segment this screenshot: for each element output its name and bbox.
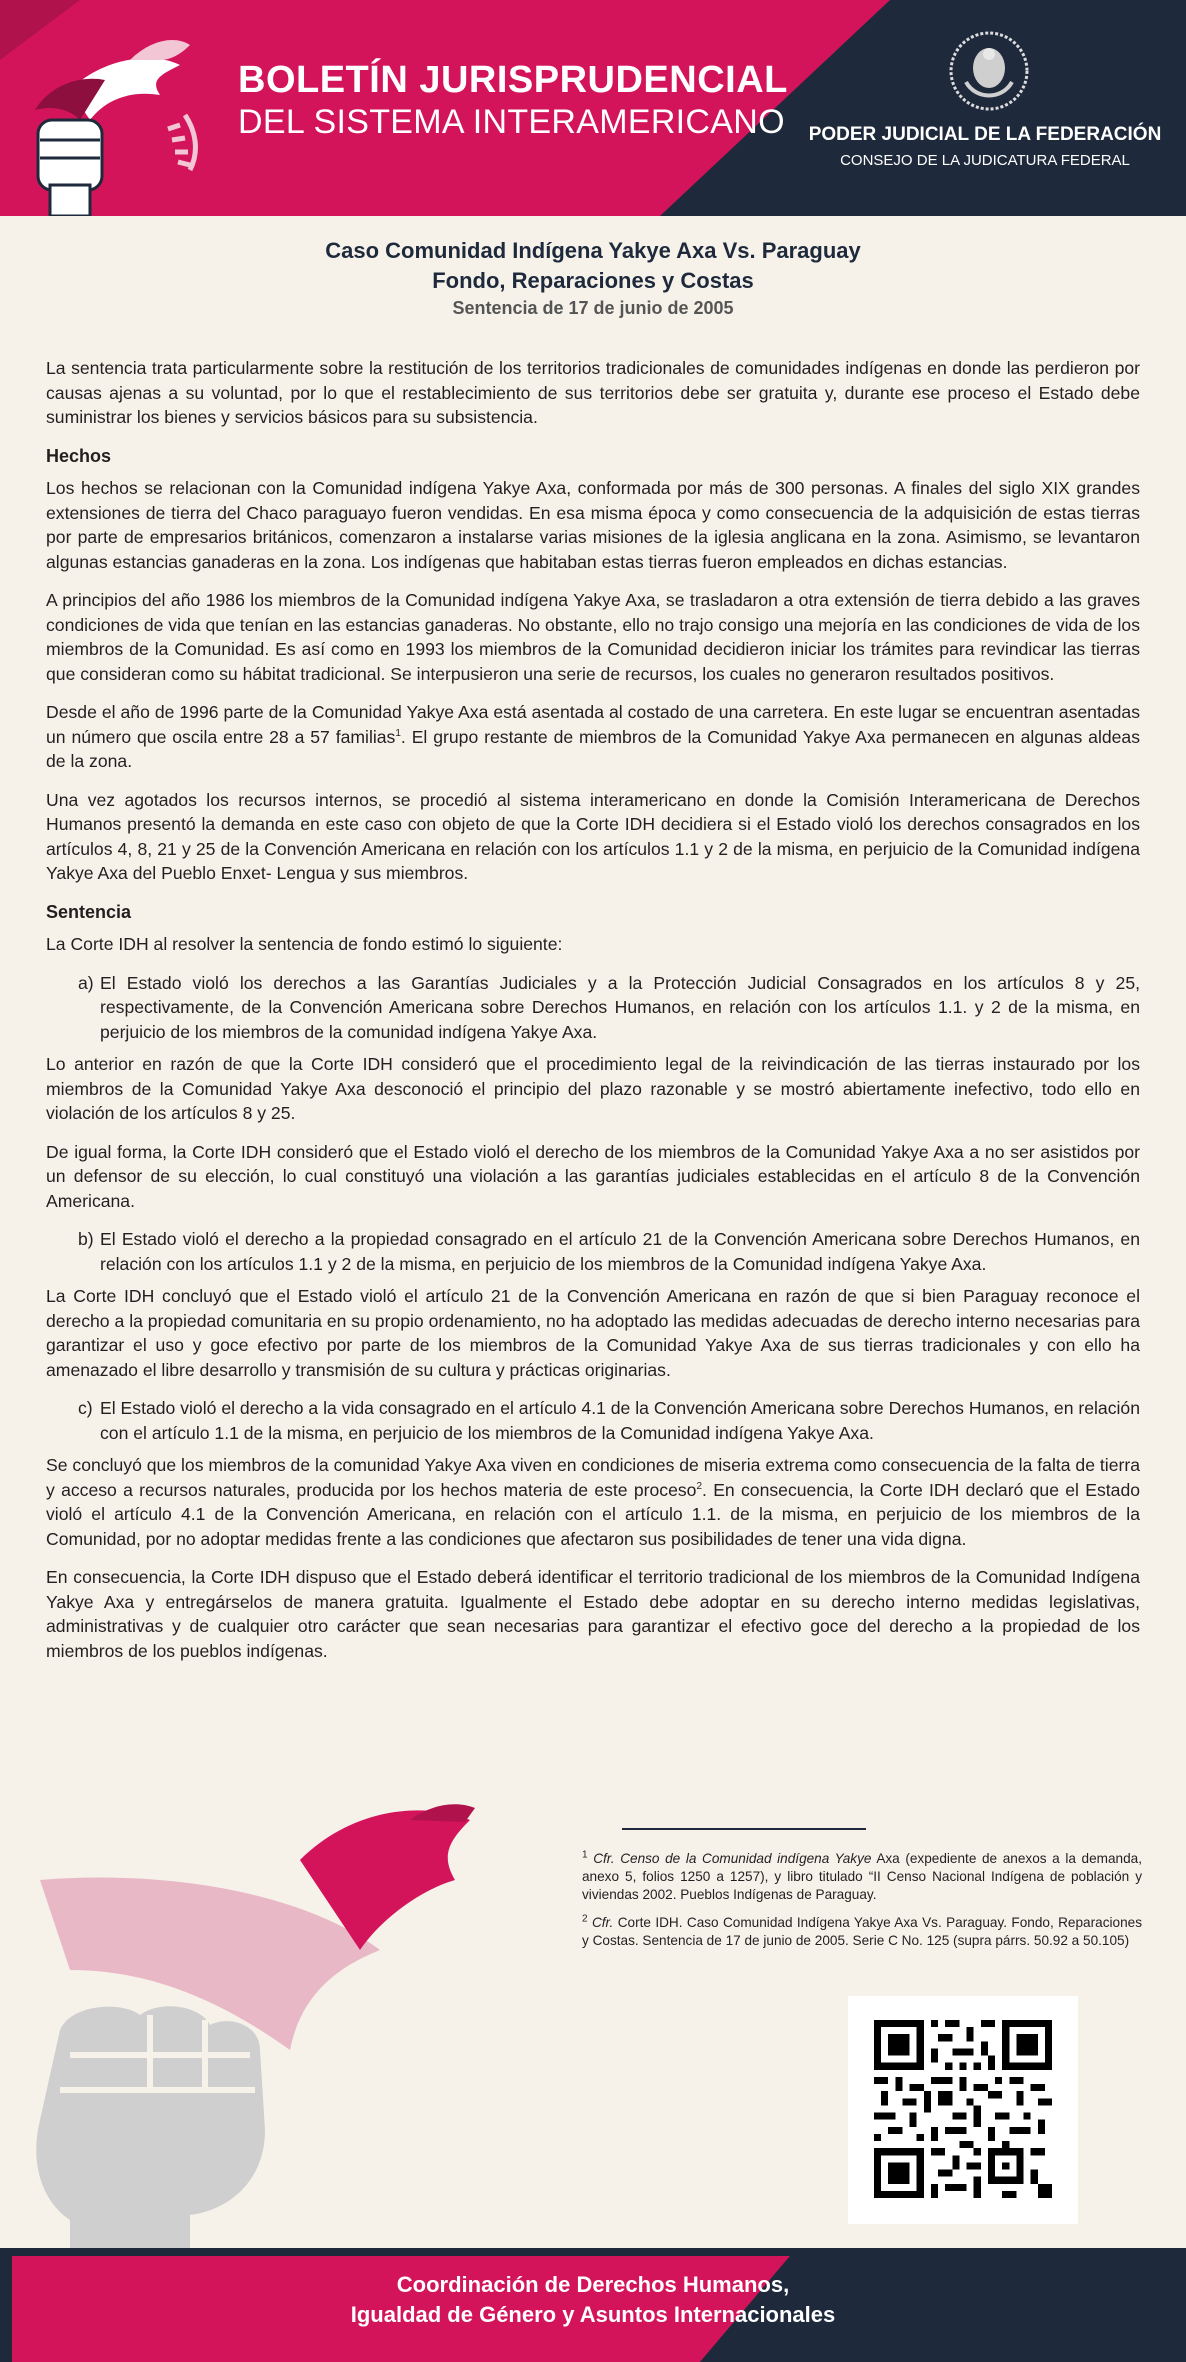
hechos-heading: Hechos (46, 445, 112, 466)
footnote-divider (622, 1828, 866, 1830)
sentencia-intro: La Corte IDH al resolver la sentencia de fondo estimó lo siguiente: (46, 934, 563, 954)
bulletin-subtitle: DEL SISTEMA INTERAMERICANO (238, 103, 785, 141)
hechos-p3-text: Desde el año de 1996 parte de la Comunidad Yakye Axa está asentada al costado de una carretera. En este lugar se encuentran asentadas un número que oscila entre 28 a 57 familias (46, 702, 1140, 747)
sentencia-heading: Sentencia (46, 901, 132, 922)
after-b-paragraph: La Corte IDH concluyó que el Estado violó el artículo 21 de la Convención Americana en razón de que si bien Paraguay reconoce el derecho a la propiedad comunitaria en su propio ordenamiento, no ha adoptado las medidas adecuadas de derecho interno necesarias para garantizar el uso y goce efectivo por parte de los miembros de la Comunidad Yakye Axa de sus tierras tradicionales y con ello ha amenazado el libre desarrollo y transmisión de su cultura y prácticas originarias. (46, 1286, 1140, 1380)
fist-dove-illustration-icon (0, 1800, 600, 2250)
footnote-2-text: Corte IDH. Caso Comunidad Indígena Yakye Axa Vs. Paraguay. Fondo, Reparaciones y Costas. Sentencia de 17 de junio de 2005. Serie C No. 125 (supra párrs. 50.92 a 50.105) (582, 1915, 1142, 1948)
hechos-paragraph-2: A principios del año 1986 los miembros de la Comunidad indígena Yakye Axa, se trasladaron a otra extensión de tierra debido a las graves condiciones de vida que tenían en las estancias ganaderas. No obstante, ello no trajo consigo una mejoría en las condiciones de vida de los miembros de la Comunidad. Es así como en 1993 los miembros de la Comunidad decidieron iniciar los trámites para revindicar las tierras que consideran como su hábitat tradicional. Se interpusieron una serie de recursos, los cuales no generaron resultados positivos. (46, 590, 1140, 684)
bulletin-title: BOLETÍN JURISPRUDENCIAL (238, 59, 788, 101)
footnote-2-number: 2 (582, 1913, 588, 1925)
list-item-a (46, 971, 1140, 1045)
intro-paragraph: La sentencia trata particularmente sobre la restitución de los territorios tradicionales de comunidades indígenas en donde las perdieron por causas ajenas a su voluntad, por lo que el restablecimiento de sus territorios debe ser gratuita y, durante ese proceso el Estado debe suministrar los bienes y servicios básicos para su subsistencia. (46, 358, 1140, 427)
footnote-1-italic: Cfr. Censo de la Comunidad indígena Yakye (593, 1851, 872, 1866)
institution-subtitle: CONSEJO DE LA JUDICATURA FEDERAL (840, 152, 1130, 169)
footer-text (0, 2270, 1186, 2330)
list-text-a: El Estado violó los derechos a las Garantías Judiciales y a la Protección Judicial Consagrados en los artículos 8 y 25, respectivamente, de la Convención Americana sobre Derechos Humanos, en relación con los artículos 1.1. y 2 de la misma, en perjuicio de los miembros de la comunidad indígena Yakye Axa. (100, 972, 1140, 1042)
after-a-paragraph-2: De igual forma, la Corte IDH consideró que el Estado violó el derecho de los miembros de la Comunidad Yakye Axa a no ser asistidos por un defensor de su elección, lo cual constituyó una violación a las garantías judiciales establecidas en el artículo 8 de la Convención Americana. (46, 1141, 1140, 1211)
after-c-text-cont: . En consecuencia, la Corte IDH declaró que el Estado violó el artículo 4.1 de la Convención Americana, en relación con el artículo 1.1. de la misma, en perjuicio de los miembros de la Comunidad, por no adoptar medidas frente a las condiciones que afectaron sus posibilidades de tener una vida digna. (46, 1479, 1141, 1549)
hechos-paragraph-4: Una vez agotados los recursos internos, se procedió al sistema interamericano en donde la Comisión Interamericana de Derechos Humanos presentó la demanda en este caso con objeto de que la Corte IDH decidiera si el Estado violó los derechos consagrados en los artículos 4, 8, 21 y 25 de la Convención Americana en relación con los artículos 1.1 y 2 de la misma, en perjuicio de la Comunidad indígena Yakye Axa del Pueblo Enxet- Lengua y sus miembros. (46, 789, 1140, 883)
footnote-2-italic: Cfr. (591, 1915, 614, 1930)
hechos-paragraph-3 (46, 700, 1140, 774)
case-title: Caso Comunidad Indígena Yakye Axa Vs. Paraguay (325, 238, 861, 263)
footnote-ref-1: 1 (395, 727, 401, 739)
hechos-p3-text-cont: . El grupo restante de miembros de la Comunidad Yakye Axa permanecen en algunas aldeas de la zona. (46, 726, 1141, 771)
list-label-b: b) (78, 1229, 94, 1249)
footnote-2 (582, 1914, 1142, 1950)
footer-line-2: Igualdad de Género y Asuntos Internacionales (350, 2302, 836, 2327)
list-label-a: a) (78, 972, 94, 993)
raised-fist-dove-icon (10, 20, 230, 216)
list-text-c: El Estado violó el derecho a la vida consagrado en el artículo 4.1 de la Convención Americana sobre Derechos Humanos, en relación con el artículo 1.1 de la misma, en perjuicio de los miembros de la Comunidad indígena Yakye Axa. (100, 1398, 1140, 1443)
footnotes (582, 1850, 1142, 1960)
footnote-ref-2: 2 (696, 1480, 703, 1492)
after-c-text: Se concluyó que los miembros de la comunidad Yakye Axa viven en condiciones de miseria extrema como consecuencia de la falta de tierra y acceso a recursos naturales, producida por los hechos materia de este proceso (46, 1455, 1140, 1500)
list-text-b: El Estado violó el derecho a la propiedad consagrado en el artículo 21 de la Convención Americana sobre Derechos Humanos, en relación con los artículos 1.1 y 2 de la misma, en perjuicio de los miembros de la Comunidad indígena Yakye Axa. (100, 1229, 1140, 1274)
closing-paragraph: En consecuencia, la Corte IDH dispuso que el Estado deberá identificar el territorio tradicional de los miembros de la Comunidad Indígena Yakye Axa y entregárselos de manera gratuita. Igualmente el Estado debe adoptar en su derecho interno medidas legislativas, administrativas y de cualquier otro carácter que sean necesarias para garantizar el efectivo goce del derecho a la propiedad de los miembros de los pueblos indígenas. (46, 1567, 1140, 1661)
list-item-c (46, 1396, 1140, 1445)
footnote-1 (582, 1850, 1142, 1904)
after-a-paragraph-1: Lo anterior en razón de que la Corte IDH consideró que el procedimiento legal de la reivindicación de las tierras instaurado por los miembros de la Comunidad Yakye Axa desconoció el principio del plazo razonable y se mostró abiertamente inefectivo, todo ello en violación de los artículos 8 y 25. (46, 1054, 1140, 1123)
header-banner (0, 0, 1186, 216)
mexican-coat-of-arms-icon (948, 30, 1030, 112)
case-subtitle: Fondo, Reparaciones y Costas (432, 268, 754, 293)
case-date: Sentencia de 17 de junio de 2005 (452, 298, 734, 318)
institution-name: PODER JUDICIAL DE LA FEDERACIÓN (808, 124, 1162, 145)
qr-code-icon (874, 2020, 1052, 2198)
list-label-c: c) (78, 1398, 93, 1418)
after-c-paragraph (46, 1453, 1140, 1551)
qr-code[interactable] (848, 1996, 1078, 2224)
list-item-b (46, 1227, 1140, 1276)
footnote-1-text: Axa (expediente de anexos a la demanda, anexo 5, folios 1250 a 1257), y libro titulado “II Censo Nacional Indígena de población y viviendas 2002. Pueblos Indígenas de Paraguay. (582, 1851, 1142, 1902)
hechos-paragraph-1: Los hechos se relacionan con la Comunidad indígena Yakye Axa, conformada por más de 300 personas. A finales del siglo XIX grandes extensiones de tierra del Chaco paraguayo fueron vendidas. En esa misma época y como consecuencia de la adquisición de estas tierras por parte de empresarios británicos, comenzaron a instalarse varias misiones de la iglesia anglicana en la zona. Asimismo, se levantaron algunas estancias ganaderas en la zona. Los indígenas que habitaban estas tierras fueron empleados en dichas estancias. (46, 478, 1140, 572)
footer-line-1: Coordinación de Derechos Humanos, (396, 2272, 790, 2297)
article-body (46, 356, 1140, 1677)
footnote-1-number: 1 (582, 1849, 588, 1861)
